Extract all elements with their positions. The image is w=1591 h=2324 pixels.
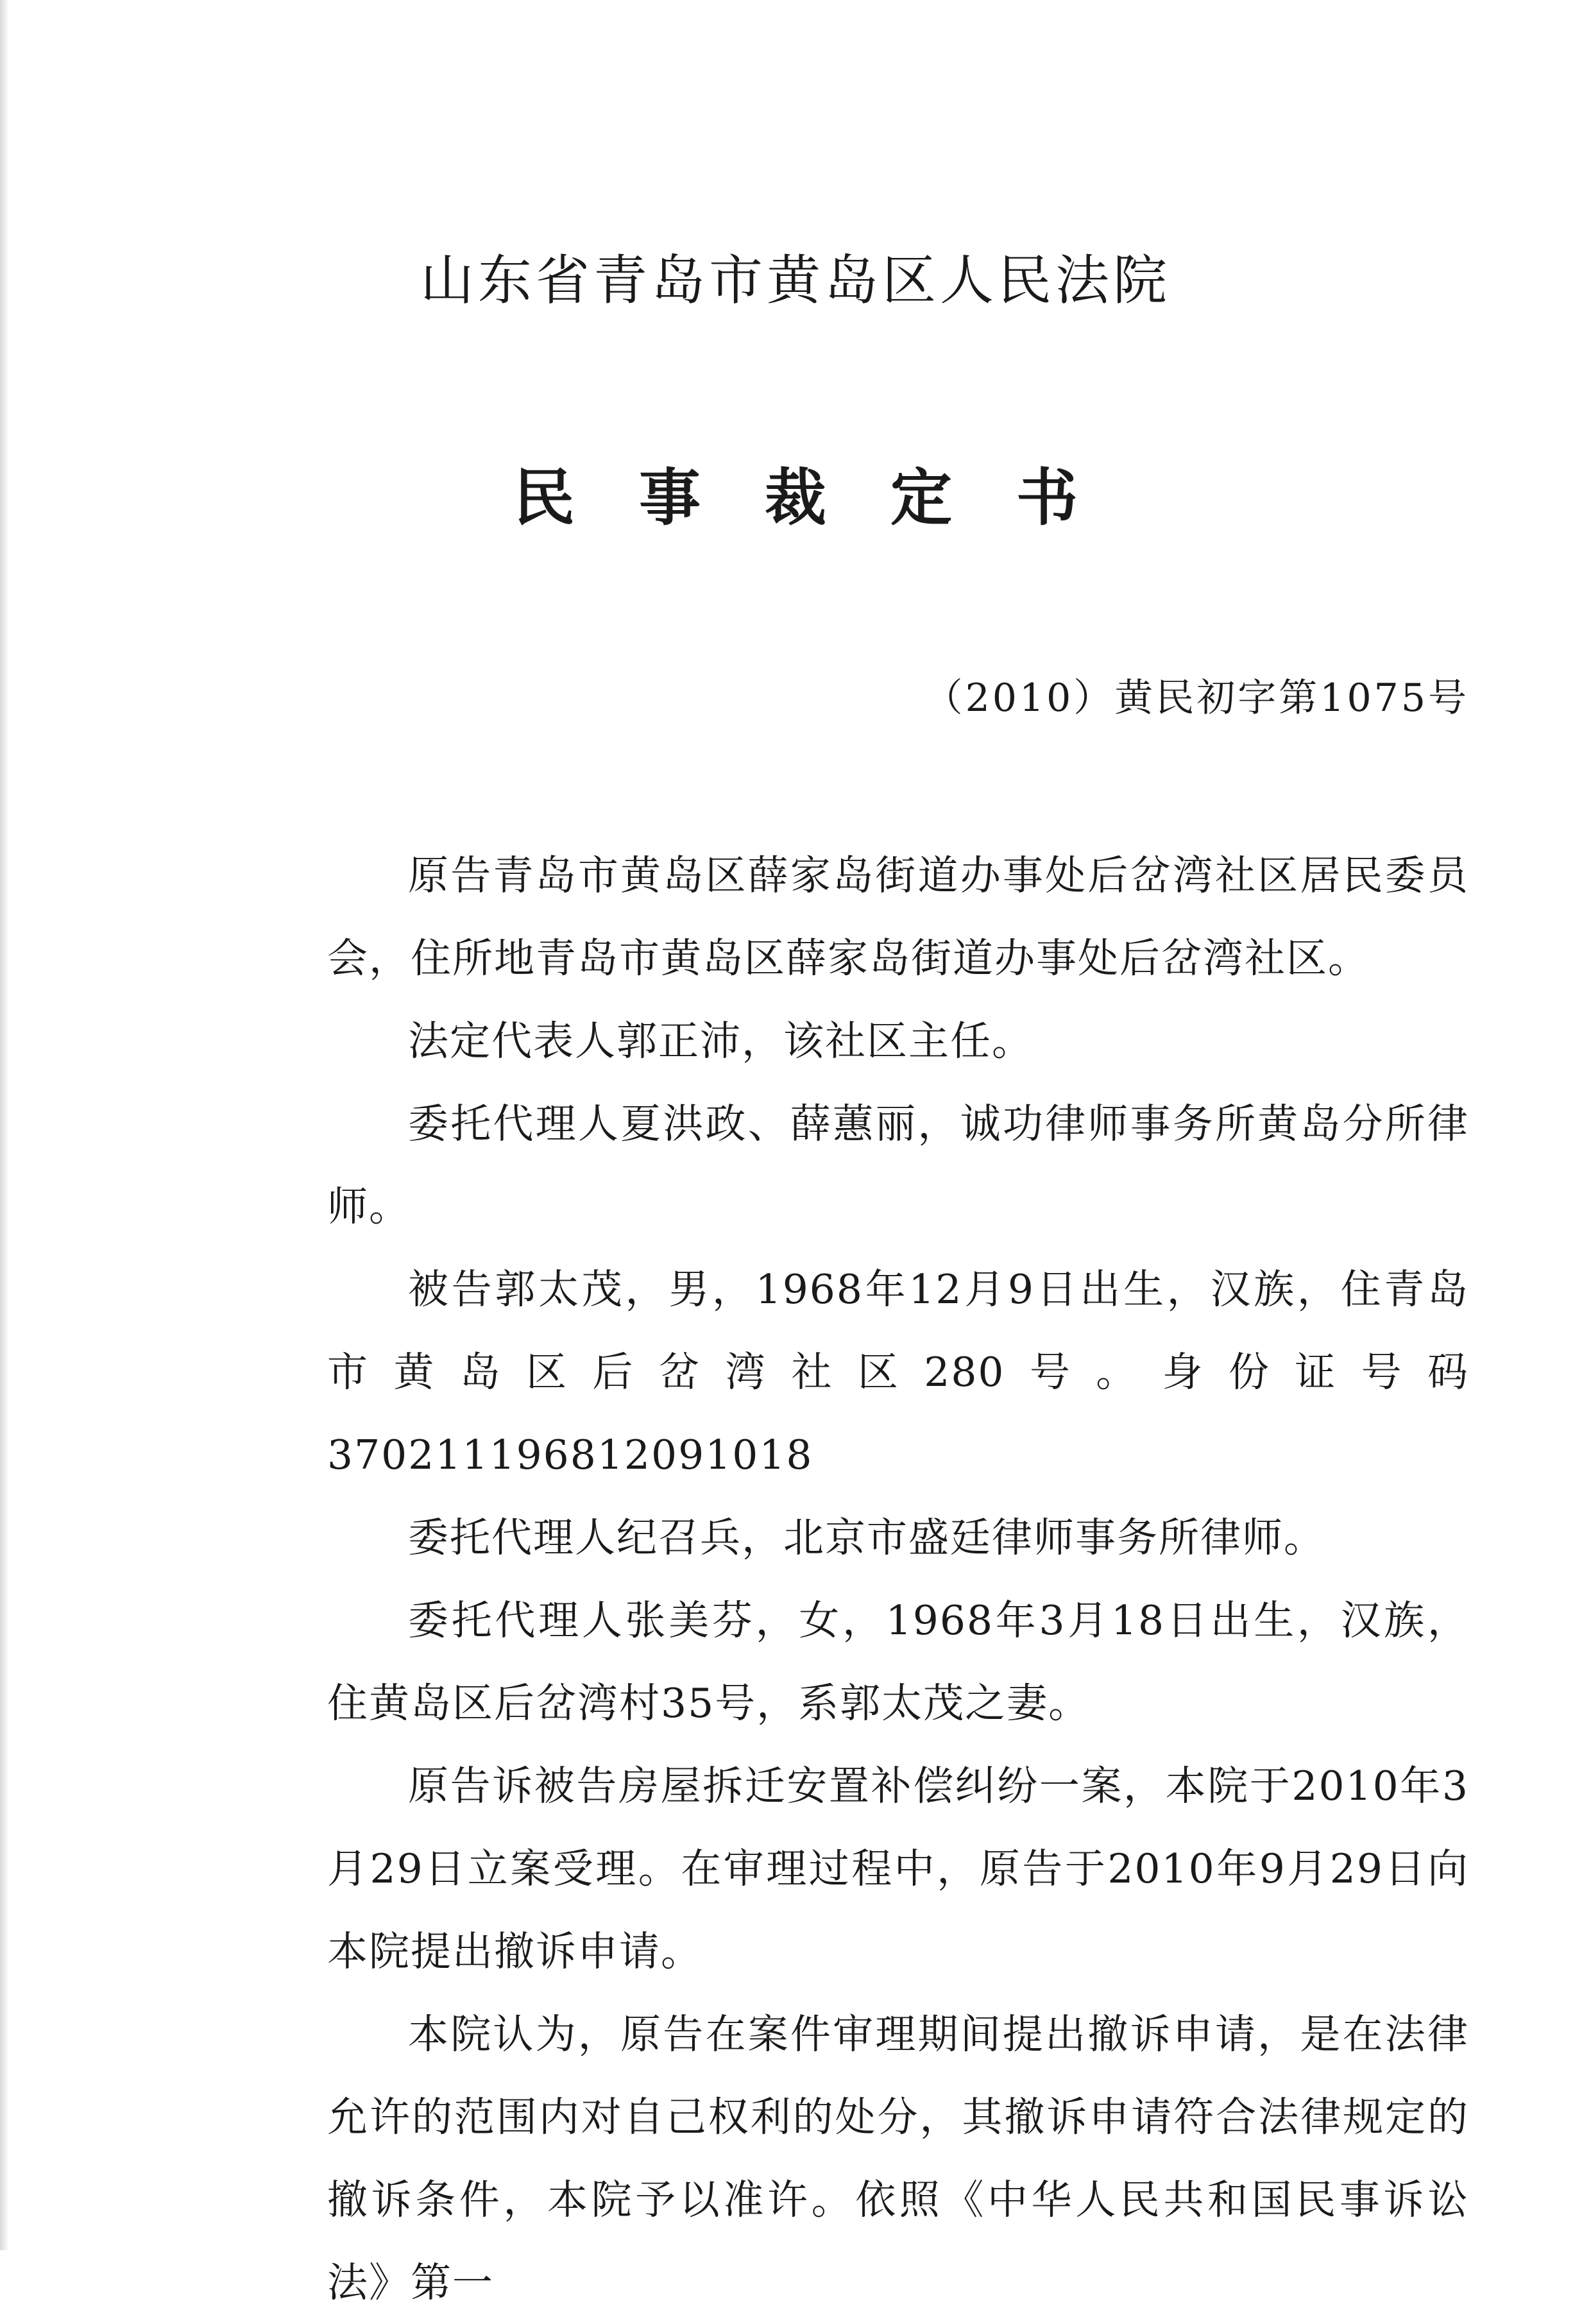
paragraph-case-facts: 原告诉被告房屋拆迁安置补偿纠纷一案，本院于2010年3月29日立案受理。在审理过程中，原告于2010年9月29日向本院提出撤诉申请。 — [327, 1763, 1469, 1975]
case-number: （2010）黄民初字第1075号 — [924, 676, 1469, 721]
court-name: 山东省青岛市黄岛区人民法院 — [420, 249, 1171, 312]
paragraph-defendant-agent-1: 委托代理人纪召兵，北京市盛廷律师事务所律师。 — [408, 1514, 1325, 1561]
paragraph-legal-representative: 法定代表人郭正沛，该社区主任。 — [408, 1018, 1034, 1064]
document-title: 民事裁定书 — [513, 461, 1142, 534]
paragraph-defendant: 被告郭太茂，男，1968年12月9日出生，汉族，住青岛市黄岛区后岔湾社区280号。身份证号码370211196812091018 — [327, 1266, 1469, 1478]
paragraph-court-opinion: 本院认为，原告在案件审理期间提出撤诉申请，是在法律允许的范围内对自己权利的处分，其撤诉申请符合法律规定的撤诉条件，本院予以准许。依照《中华人民共和国民事诉讼法》第一 — [327, 2011, 1469, 2306]
document-body — [327, 834, 1469, 2324]
paragraph-defendant-agent-2: 委托代理人张美芬，女，1968年3月18日出生，汉族，住黄岛区后岔湾村35号，系郭太茂之妻。 — [327, 1597, 1469, 1727]
scan-edge-shadow — [0, 0, 9, 2250]
paragraph-plaintiff-agent: 委托代理人夏洪政、薛蕙丽，诚功律师事务所黄岛分所律师。 — [327, 1100, 1469, 1230]
paragraph-plaintiff: 原告青岛市黄岛区薛家岛街道办事处后岔湾社区居民委员会，住所地青岛市黄岛区薛家岛街道办事处后岔湾社区。 — [327, 852, 1469, 982]
